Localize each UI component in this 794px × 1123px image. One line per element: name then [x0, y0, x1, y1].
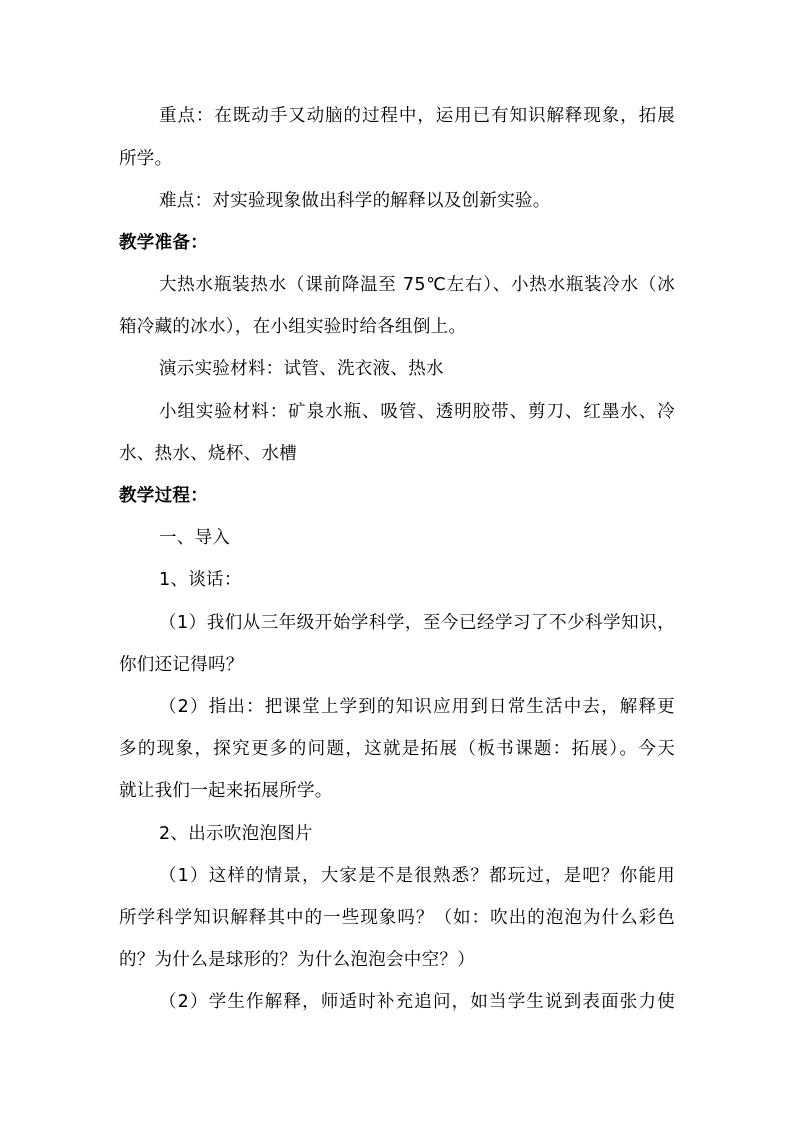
- demo-materials-text: 演示实验材料：试管、洗衣液、热水: [159, 359, 444, 379]
- step-1-item-2-continued: 多的现象，探究更多的问题，这就是拓展（板书课题：拓展）。今天: [119, 739, 675, 759]
- section-intro-heading: 一、导入: [159, 528, 231, 548]
- step-1-item-2-end: 就让我们一起来拓展所学。: [119, 781, 333, 801]
- step-2-item-1-end: 的？为什么是球形的？为什么泡泡会中空？）: [119, 950, 475, 970]
- step-1-item-1: （1）我们从三年级开始学科学，至今已经学习了不少科学知识，: [159, 613, 675, 633]
- difficulty-text: 难点：对实验现象做出科学的解释以及创新实验。: [159, 191, 551, 211]
- step-2-heading: 2、出示吹泡泡图片: [159, 824, 313, 844]
- step-1-heading: 1、谈话：: [159, 570, 242, 590]
- step-1-item-2: （2）指出：把课堂上学到的知识应用到日常生活中去，解释更: [159, 697, 675, 717]
- process-heading: 教学过程：: [119, 486, 208, 506]
- prep-heading: 教学准备：: [119, 233, 208, 253]
- group-materials-text: 小组实验材料：矿泉水瓶、吸管、透明胶带、剪刀、红墨水、冷: [159, 402, 675, 422]
- prep-text: 大热水瓶装热水（课前降温至 75℃左右）、小热水瓶装冷水（冰: [159, 275, 675, 295]
- focus-text-continued: 所学。: [119, 149, 173, 169]
- step-2-item-2: （2）学生作解释，师适时补充追问，如当学生说到表面张力使: [159, 992, 675, 1012]
- prep-text-continued: 箱冷藏的冰水），在小组实验时给各组倒上。: [119, 317, 467, 337]
- step-1-item-1-continued: 你们还记得吗？: [119, 655, 244, 675]
- focus-text: 重点：在既动手又动脑的过程中，运用已有知识解释现象，拓展: [159, 106, 675, 126]
- step-2-item-1: （1）这样的情景，大家是不是很熟悉？都玩过，是吧？你能用: [159, 866, 675, 886]
- step-2-item-1-continued: 所学科学知识解释其中的一些现象吗？（如：吹出的泡泡为什么彩色: [119, 908, 675, 928]
- group-materials-text-continued: 水、热水、烧杯、水槽: [119, 444, 297, 464]
